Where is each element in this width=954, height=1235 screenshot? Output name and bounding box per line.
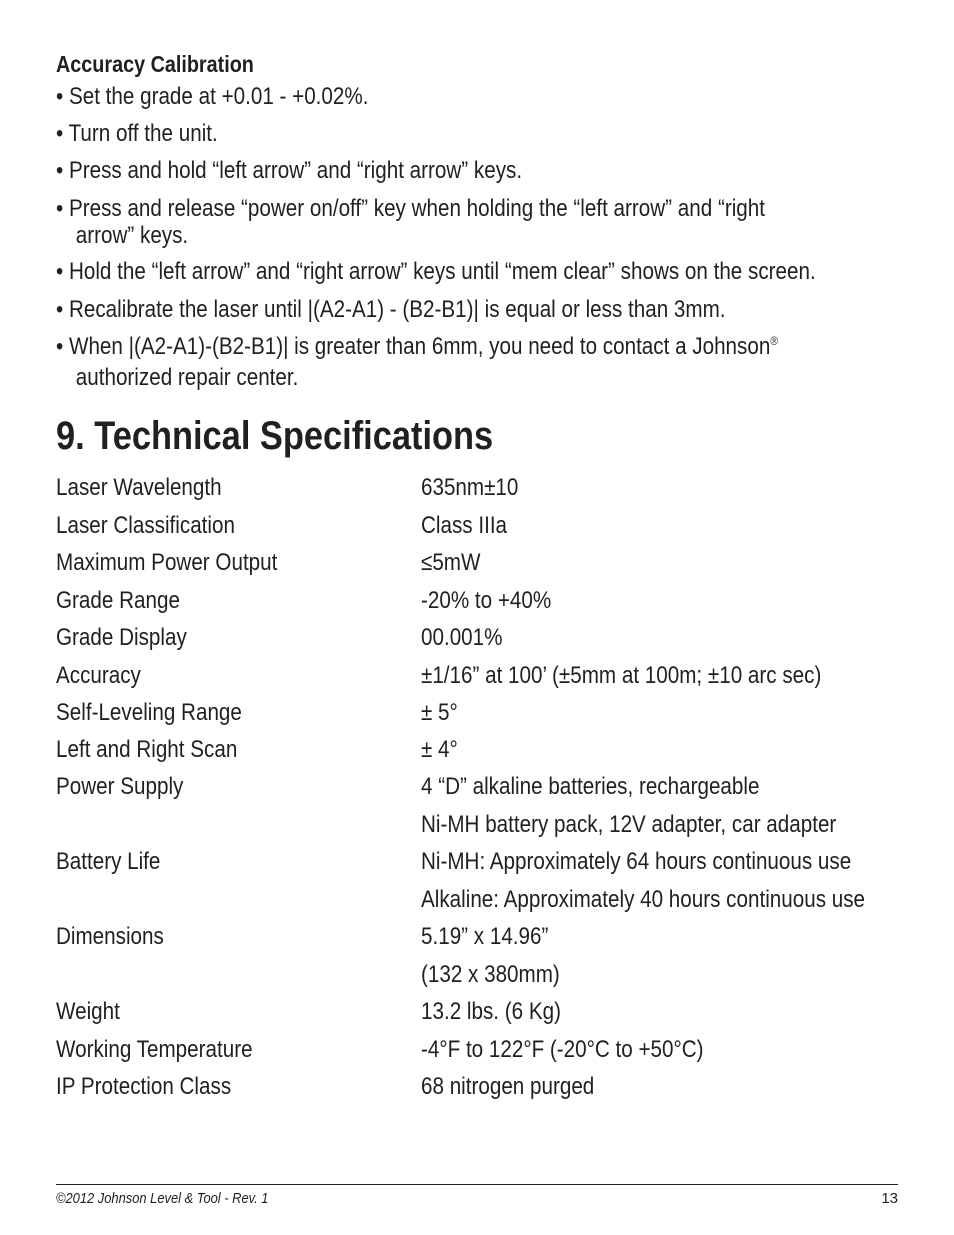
calibration-step-text: arrow” keys. <box>75 222 189 249</box>
spec-label: Weight <box>56 998 120 1025</box>
spec-value: Ni-MH: Approximately 64 hours continuous use <box>421 848 852 875</box>
spec-label: Grade Display <box>56 624 187 651</box>
calibration-step-text: • Set the grade at +0.01 - +0.02%. <box>56 83 369 110</box>
spec-value: 5.19” x 14.96” <box>421 923 549 950</box>
calibration-step-text: • When |(A2-A1)-(B2-B1)| is greater than 6mm, you need to contact a Johnson® <box>56 333 778 360</box>
calibration-step <box>56 157 598 184</box>
calibration-heading: Accuracy Calibration <box>56 51 254 77</box>
spec-label: Working Temperature <box>56 1036 253 1063</box>
spec-value: 4 “D” alkaline batteries, rechargeable <box>421 773 760 800</box>
spec-value: 635nm±10 <box>421 474 519 501</box>
spec-label: Battery Life <box>56 848 161 875</box>
spec-label: IP Protection Class <box>56 1073 232 1100</box>
calibration-step-text: • Hold the “left arrow” and “right arrow” keys until “mem clear” shows on the screen. <box>56 258 816 285</box>
calibration-step <box>56 83 419 110</box>
calibration-step-text: • Turn off the unit. <box>56 120 218 147</box>
spec-value: Class IIIa <box>421 512 508 539</box>
spec-value: Ni-MH battery pack, 12V adapter, car adapter <box>421 810 837 838</box>
spec-label: Accuracy <box>56 662 141 689</box>
spec-value: -4°F to 122°F (-20°C to +50°C) <box>421 1036 704 1063</box>
spec-value: 00.001% <box>421 624 503 651</box>
spec-label: Power Supply <box>56 773 184 800</box>
spec-value: ≤5mW <box>421 549 481 576</box>
page-number: 13 <box>881 1190 898 1207</box>
spec-label: Maximum Power Output <box>56 549 278 576</box>
spec-value: ±1/16” at 100’ (±5mm at 100m; ±10 arc sec) <box>421 662 822 689</box>
calibration-step <box>56 195 880 249</box>
spec-label: Laser Wavelength <box>56 474 222 501</box>
spec-value: 13.2 lbs. (6 Kg) <box>421 998 561 1025</box>
calibration-step-text: • Press and release “power on/off” key when holding the “left arrow” and “right <box>56 195 765 222</box>
spec-value: Alkaline: Approximately 40 hours continuous use <box>421 885 866 913</box>
section-heading: 9. Technical Specifications <box>56 414 494 458</box>
spec-label: Laser Classification <box>56 512 235 539</box>
calibration-step-text: authorized repair center. <box>75 364 299 391</box>
spec-value: 68 nitrogen purged <box>421 1073 595 1100</box>
spec-label: Self-Leveling Range <box>56 699 242 726</box>
spec-value: (132 x 380mm) <box>421 960 560 988</box>
calibration-step <box>56 296 835 323</box>
calibration-step <box>56 258 939 285</box>
calibration-step-text: • Press and hold “left arrow” and “right arrow” keys. <box>56 157 523 184</box>
footer-copyright: ©2012 Johnson Level & Tool - Rev. 1 <box>56 1190 269 1207</box>
spec-label: Left and Right Scan <box>56 736 238 763</box>
calibration-step-text: • Recalibrate the laser until |(A2-A1) - (B2-B1)| is equal or less than 3mm. <box>56 296 726 323</box>
spec-value: ± 4° <box>421 736 458 763</box>
spec-label: Dimensions <box>56 923 164 950</box>
calibration-step <box>56 333 895 391</box>
footer-divider <box>56 1184 898 1185</box>
spec-value: -20% to +40% <box>421 587 552 614</box>
registered-mark: ® <box>770 334 778 348</box>
calibration-step <box>56 120 244 147</box>
spec-value: ± 5° <box>421 699 458 726</box>
spec-label: Grade Range <box>56 587 180 614</box>
